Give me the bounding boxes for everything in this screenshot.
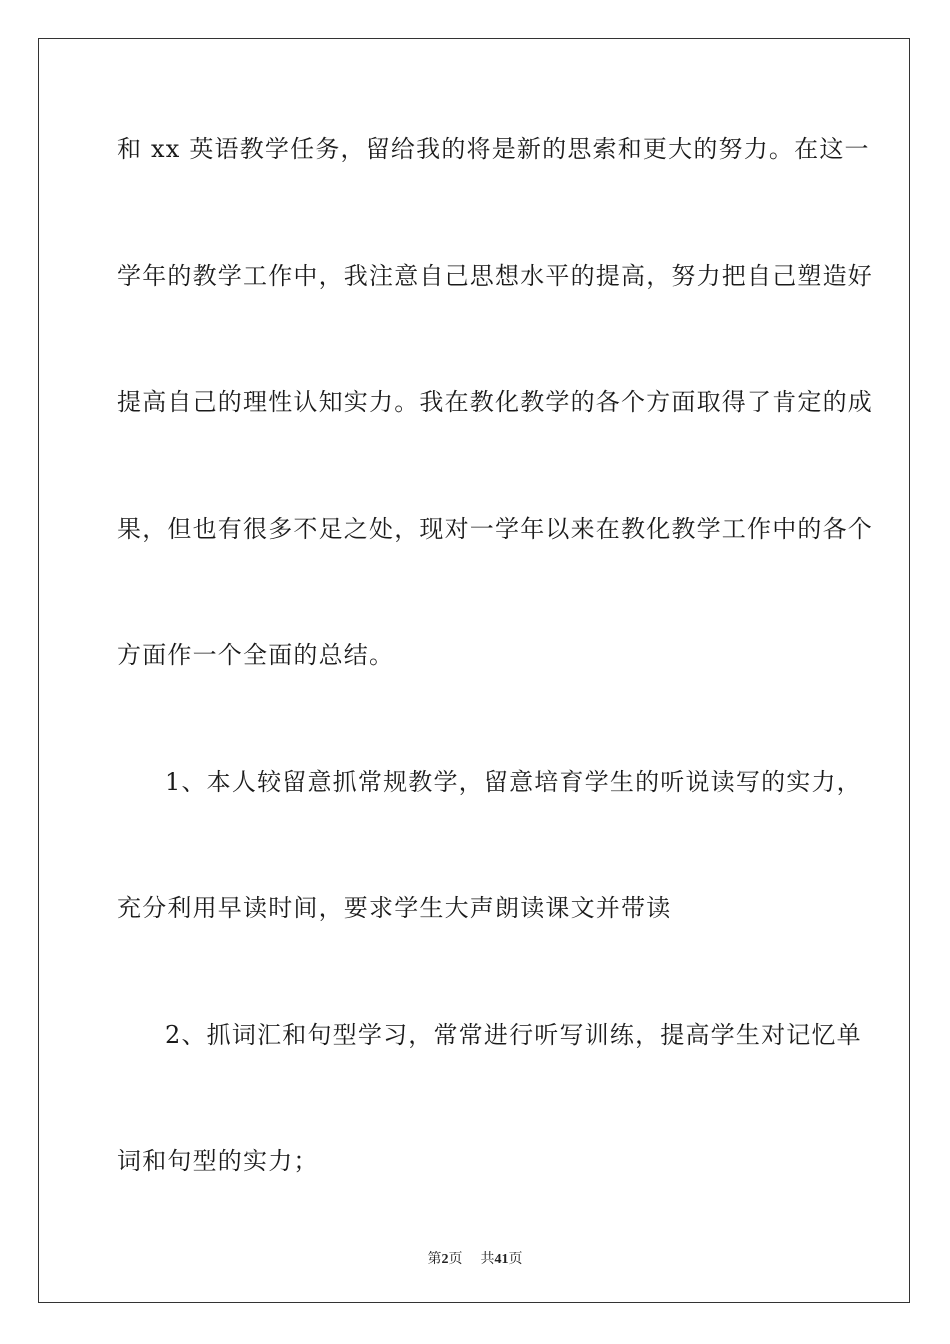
text-line: 方面作一个全面的总结。 [117,641,395,669]
page-number: 2 [441,1252,449,1267]
total-suffix: 页 [508,1252,523,1267]
text-line: 词和句型的实力； [117,1147,319,1175]
total-prefix: 共 [480,1252,495,1267]
paragraph-2-start: 2、抓词汇和句型学习，常常进行听写训练，提高学生对记忆单 [165,1020,862,1049]
page-suffix: 页 [448,1252,463,1267]
page-prefix: 第 [427,1252,442,1267]
document-body [117,128,873,1267]
page-footer [0,1248,950,1268]
text-line: 和 xx 英语教学任务，留给我的将是新的思索和更大的努力。在这一 [117,135,870,163]
text-line: 提高自己的理性认知实力。我在教化教学的各个方面取得了肯定的成 [117,388,873,416]
text-line: 果，但也有很多不足之处，现对一学年以来在教化教学工作中的各个 [117,514,873,543]
paragraph-1-start: 1、本人较留意抓常规教学，留意培育学生的听说读写的实力， [165,767,862,796]
total-pages: 41 [494,1252,509,1267]
text-line: 学年的教学工作中，我注意自己思想水平的提高，努力把自己塑造好 [117,261,873,290]
text-line: 充分利用早读时间，要求学生大声朗读课文并带读 [117,894,672,922]
